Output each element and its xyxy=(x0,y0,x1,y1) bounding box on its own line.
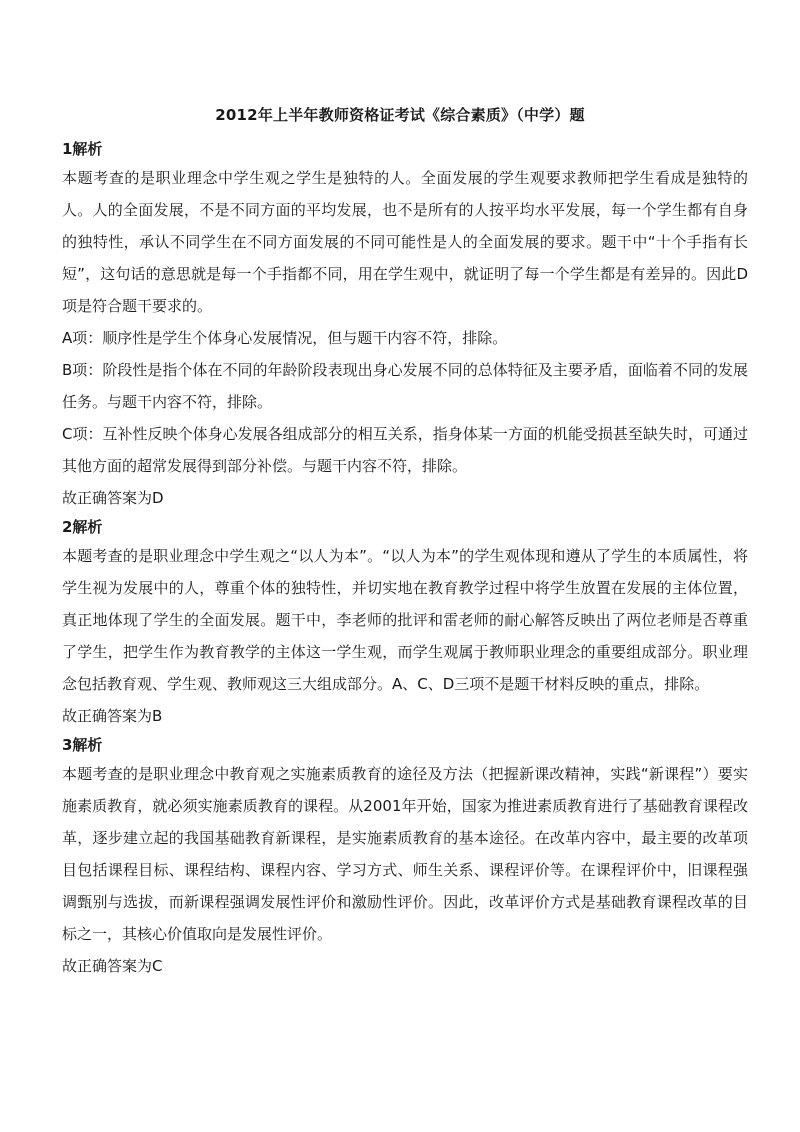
paragraph: 本题考查的是职业理念中教育观之实施素质教育的途径及方法（把握新课改精神，实践“新课程”）要实施素质教育，就必须实施素质教育的课程。从2001年开始，国家为推进素质教育进行了基础教育课程改革，逐步建立起的我国基础教育新课程，是实施素质教育的基本途径。在改革内容中，最主要的改革项目包括课程目标、课程结构、课程内容、学习方式、师生关系、课程评价等。在课程评价中，旧课程强调甄别与选拔，而新课程强调发展性评价和激励性评价。因此，改革评价方式是基础教育课程改革的目标之一，其核心价值取向是发展性评价。 xyxy=(62,765,748,943)
section-heading: 2解析 xyxy=(62,518,103,536)
paragraph: 本题考查的是职业理念中学生观之学生是独特的人。全面发展的学生观要求教师把学生看成是独特的人。人的全面发展，不是不同方面的平均发展，也不是所有的人按平均水平发展，每一个学生都有自身的独特性，承认不同学生在不同方面发展的不同可能性是人的全面发展的要求。题干中“十个手指有长短”，这句话的意思就是每一个手指都不同，用在学生观中，就证明了每一个学生都是有差异的。因此D项是符合题干要求的。 xyxy=(62,169,748,315)
paragraph: A项：顺序性是学生个体身心发展情况，但与题干内容不符，排除。 xyxy=(62,329,508,347)
section-2 xyxy=(62,514,748,732)
paragraph: 本题考查的是职业理念中学生观之“以人为本”。“以人为本”的学生观体现和遵从了学生的本质属性，将学生视为发展中的人，尊重个体的独特性，并切实地在教育教学过程中将学生放置在发展的主体位置，真正地体现了学生的全面发展。题干中，李老师的批评和雷老师的耐心解答反映出了两位老师是否尊重了学生，把学生作为教育教学的主体这一学生观，而学生观属于教师职业理念的重要组成部分。职业理念包括教育观、学生观、教师观这三大组成部分。A、C、D三项不是题干材料反映的重点，排除。 xyxy=(62,547,748,693)
section-1 xyxy=(62,136,748,514)
paragraph: C项：互补性反映个体身心发展各组成部分的相互关系，指身体某一方面的机能受损甚至缺失时，可通过其他方面的超常发展得到部分补偿。与题干内容不符，排除。 xyxy=(62,425,748,475)
answer-line: 故正确答案为D xyxy=(62,489,164,507)
document-body xyxy=(62,136,748,982)
section-heading: 1解析 xyxy=(62,140,103,158)
section-3 xyxy=(62,732,748,982)
section-heading: 3解析 xyxy=(62,736,103,754)
answer-line: 故正确答案为C xyxy=(62,957,163,975)
document-title: 2012年上半年教师资格证考试《综合素质》（中学）题 xyxy=(215,106,585,124)
paragraph: B项：阶段性是指个体在不同的年龄阶段表现出身心发展不同的总体特征及主要矛盾，面临着不同的发展任务。与题干内容不符，排除。 xyxy=(62,361,748,411)
answer-line: 故正确答案为B xyxy=(62,707,163,725)
